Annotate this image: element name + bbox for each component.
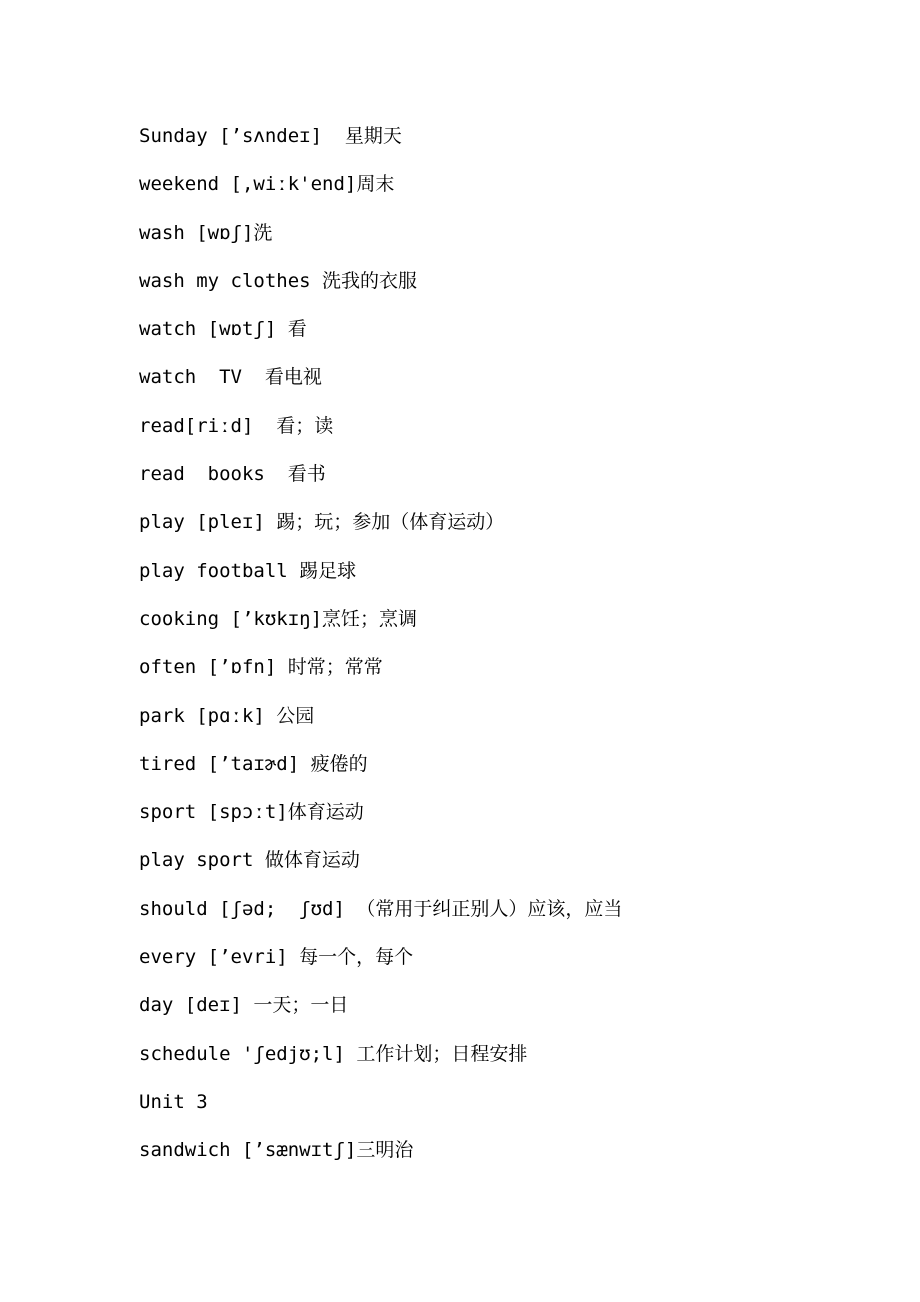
vocab-line: read[riːd] 看；读 [139,414,334,437]
vocab-line: play [pleɪ] 踢；玩；参加（体育运动） [139,511,505,534]
vocab-line: sport [spɔːt]体育运动 [139,801,364,824]
vocab-line: schedule 'ʃedjʊ;l] 工作计划；日程安排 [139,1042,528,1065]
vocab-line: tired [’taɪɚd] 疲倦的 [139,752,368,775]
vocab-line: every [’evri] 每一个，每个 [139,946,414,969]
vocab-line: watch TV 看电视 [139,366,322,389]
vocab-line: weekend [,wiːk'end]周末 [139,173,395,196]
vocab-line: should [ʃəd; ʃʊd] （常用于纠正别人）应该，应当 [139,897,623,920]
vocab-line: watch [wɒtʃ] 看 [139,318,307,341]
vocab-line: wash my clothes 洗我的衣服 [139,269,418,292]
vocab-line: park [pɑːk] 公园 [139,704,315,727]
vocab-line: cooking [’kʊkɪŋ]烹饪；烹调 [139,607,418,630]
unit-heading: Unit 3 [139,1090,208,1113]
vocab-line: wash [wɒʃ]洗 [139,221,273,244]
vocab-line: sandwich [’sænwɪtʃ]三明治 [139,1139,414,1162]
vocab-line: play sport 做体育运动 [139,849,360,872]
vocab-line: day [deɪ] 一天；一日 [139,994,349,1017]
vocab-line: read books 看书 [139,463,326,486]
vocab-line: Sunday [’sʌndeɪ] 星期天 [139,125,402,147]
vocab-line: often [’ɒfn] 时常；常常 [139,656,383,679]
vocabulary-list [139,120,879,1183]
vocab-line: play football 踢足球 [139,559,357,582]
